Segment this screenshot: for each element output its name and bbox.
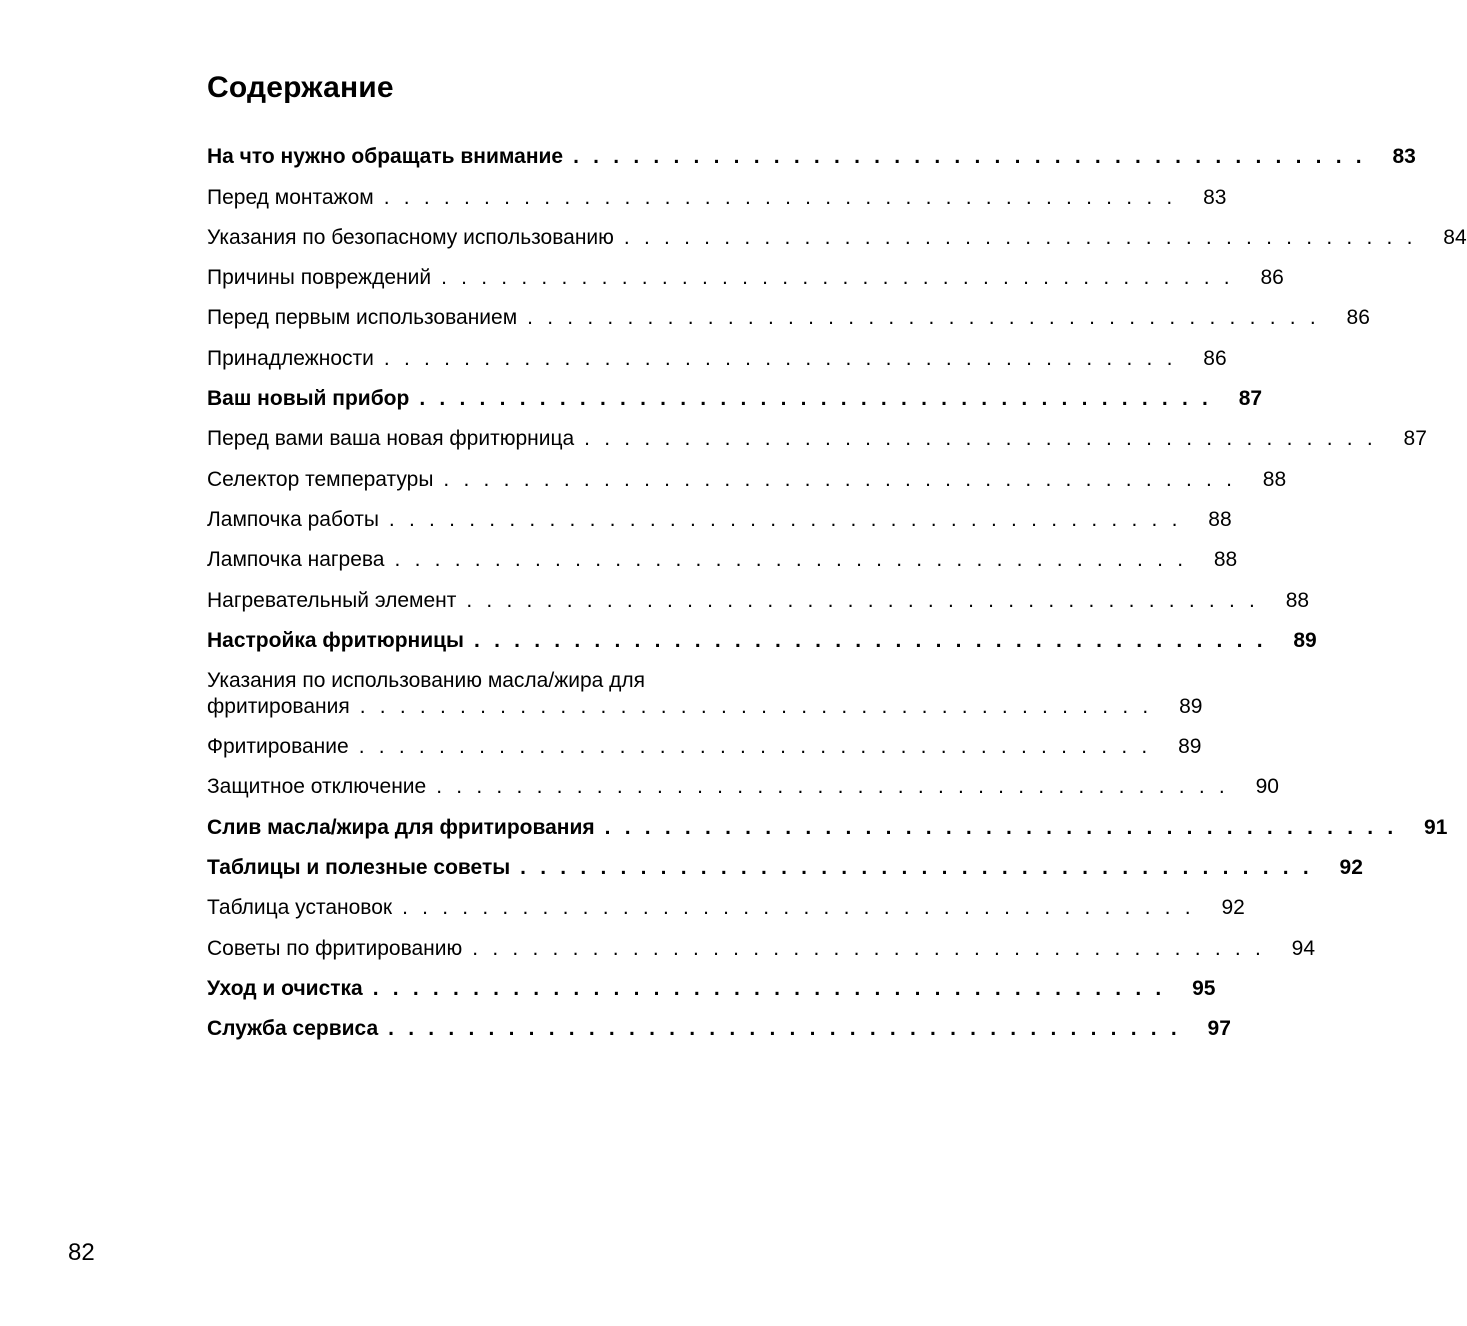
toc-entry[interactable] [207,218,1467,258]
toc-entry-label: Указания по безопасному использованию [207,225,614,249]
toc-entry[interactable] [207,807,1448,847]
toc-leader-dots: . . . . . . . . . . . . . . . . . . . . . . . . . . . . . . . . . . . . . . . . [359,694,1153,718]
toc-entry-page: 97 [1207,1017,1231,1041]
toc-entry-page: 86 [1346,306,1370,330]
toc-entry-page: 88 [1213,548,1238,572]
toc-entry-page: 83 [1392,145,1416,169]
toc-entry[interactable] [207,888,1245,928]
toc-entry-label: Перед монтажом [207,185,374,209]
toc-leader-dots: . . . . . . . . . . . . . . . . . . . . . . . . . . . . . . . . . . . . . . . . [623,225,1417,249]
toc-entry-label: Нагревательный элемент [207,588,457,612]
toc-entry-page: 88 [1262,467,1287,491]
toc-leader-dots: . . . . . . . . . . . . . . . . . . . . . . . . . . . . . . . . . . . . . . . . [466,588,1260,612]
toc-entry-page: 87 [1238,387,1263,411]
toc-entry[interactable] [207,137,1416,177]
toc-entry[interactable] [207,338,1227,378]
toc-entry-page: 90 [1255,775,1279,799]
toc-leader-dots: . . . . . . . . . . . . . . . . . . . . . . . . . . . . . . . . . . . . . . . . [383,346,1177,370]
toc-entry-page: 86 [1260,266,1284,290]
toc-entry-label: Советы по фритированию [207,936,463,960]
toc-leader-dots: . . . . . . . . . . . . . . . . . . . . . . . . . . . . . . . . . . . . . . . . [441,266,1234,290]
toc-entry-label: На что нужно обращать внимание [207,145,564,169]
toc-entry[interactable] [207,540,1238,580]
toc-entry[interactable] [207,580,1310,620]
toc-entry-label: Лампочка работы [207,507,379,531]
toc-leader-dots: . . . . . . . . . . . . . . . . . . . . . . . . . . . . . . . . . . . . . . . . [472,936,1265,960]
toc-entry-page: 86 [1203,346,1227,370]
toc-entry-label-line1: Указания по использованию масла/жира для [207,668,646,692]
toc-entry[interactable] [207,1009,1231,1049]
toc-leader-dots: . . . . . . . . . . . . . . . . . . . . . . . . . . . . . . . . . . . . . . . . [388,1017,1181,1041]
toc-leader-dots: . . . . . . . . . . . . . . . . . . . . . . . . . . . . . . . . . . . . . . . . [419,387,1213,411]
toc-entry[interactable] [207,928,1315,968]
toc-leader-dots: . . . . . . . . . . . . . . . . . . . . . . . . . . . . . . . . . . . . . . . . [584,427,1377,451]
toc-entry-label: Лампочка нагрева [207,548,385,572]
toc-leader-dots: . . . . . . . . . . . . . . . . . . . . . . . . . . . . . . . . . . . . . . . . [604,815,1398,839]
toc-entry-page: 92 [1339,856,1363,880]
toc-entry-label: Служба сервиса [207,1017,379,1041]
toc-entry-page: 89 [1293,628,1317,652]
toc-leader-dots: . . . . . . . . . . . . . . . . . . . . . . . . . . . . . . . . . . . . . . . . [358,735,1152,759]
toc-entry[interactable] [207,459,1287,499]
toc-entry-label: Уход и очистка [207,976,363,1000]
toc-leader-dots: . . . . . . . . . . . . . . . . . . . . . . . . . . . . . . . . . . . . . . . . [372,976,1166,1000]
toc-entry-page: 92 [1221,896,1245,920]
toc-entry-page: 83 [1203,185,1227,209]
toc-leader-dots: . . . . . . . . . . . . . . . . . . . . . . . . . . . . . . . . . . . . . . . . [527,306,1320,330]
toc-entry[interactable] [207,177,1227,217]
toc-entry-label: Защитное отключение [207,775,427,799]
toc-entry-label: Перед первым использованием [207,306,518,330]
page-title: Содержание [207,71,394,104]
toc-entry-label: Причины повреждений [207,266,432,290]
toc-entry[interactable] [207,298,1370,338]
toc-entry-page: 88 [1208,507,1232,531]
toc-entry-label: Слив масла/жира для фритирования [207,815,595,839]
toc-leader-dots: . . . . . . . . . . . . . . . . . . . . . . . . . . . . . . . . . . . . . . . . [436,775,1229,799]
toc-entry-page: 88 [1285,588,1310,612]
toc-entry-label: Таблица установок [207,896,393,920]
toc-entry-label: Ваш новый прибор [207,387,410,411]
toc-leader-dots: . . . . . . . . . . . . . . . . . . . . . . . . . . . . . . . . . . . . . . . . [388,507,1182,531]
toc-entry-page: 89 [1178,735,1202,759]
toc-entry[interactable] [207,379,1263,419]
toc-entry-label: Настройка фритюрницы [207,628,464,652]
toc-entry[interactable] [207,727,1202,767]
toc-entry-label: Принадлежности [207,346,374,370]
table-of-contents [207,137,1467,1049]
toc-entry-page: 84 [1443,225,1467,249]
toc-entry-label: фритирования [207,694,350,718]
toc-leader-dots: . . . . . . . . . . . . . . . . . . . . . . . . . . . . . . . . . . . . . . . . [573,145,1366,169]
page-number: 82 [68,1239,95,1266]
toc-entry-label: Таблицы и полезные советы [207,856,511,880]
toc-entry[interactable] [207,419,1427,459]
toc-entry-label: Фритирование [207,735,349,759]
toc-entry-label: Селектор температуры [207,467,434,491]
toc-leader-dots: . . . . . . . . . . . . . . . . . . . . . . . . . . . . . . . . . . . . . . . . [394,548,1188,572]
toc-leader-dots: . . . . . . . . . . . . . . . . . . . . . . . . . . . . . . . . . . . . . . . . [402,896,1195,920]
toc-entry-page: 87 [1403,427,1427,451]
toc-entry-page: 91 [1424,815,1448,839]
toc-entry-page: 94 [1291,936,1315,960]
toc-entry[interactable] [207,969,1216,1009]
toc-entry-label: Перед вами ваша новая фритюрница [207,427,575,451]
toc-entry[interactable] [207,500,1232,540]
toc-leader-dots: . . . . . . . . . . . . . . . . . . . . . . . . . . . . . . . . . . . . . . . . [474,628,1267,652]
toc-entry-page: 95 [1192,976,1216,1000]
toc-entry[interactable] [207,621,1317,661]
toc-entry[interactable] [207,258,1284,298]
toc-leader-dots: . . . . . . . . . . . . . . . . . . . . . . . . . . . . . . . . . . . . . . . . [443,467,1237,491]
toc-entry[interactable] [207,848,1363,888]
toc-entry[interactable] [207,661,1203,727]
toc-entry[interactable] [207,767,1279,807]
toc-leader-dots: . . . . . . . . . . . . . . . . . . . . . . . . . . . . . . . . . . . . . . . . [520,856,1313,880]
toc-entry-page: 89 [1179,694,1203,718]
toc-leader-dots: . . . . . . . . . . . . . . . . . . . . . . . . . . . . . . . . . . . . . . . . [383,185,1177,209]
